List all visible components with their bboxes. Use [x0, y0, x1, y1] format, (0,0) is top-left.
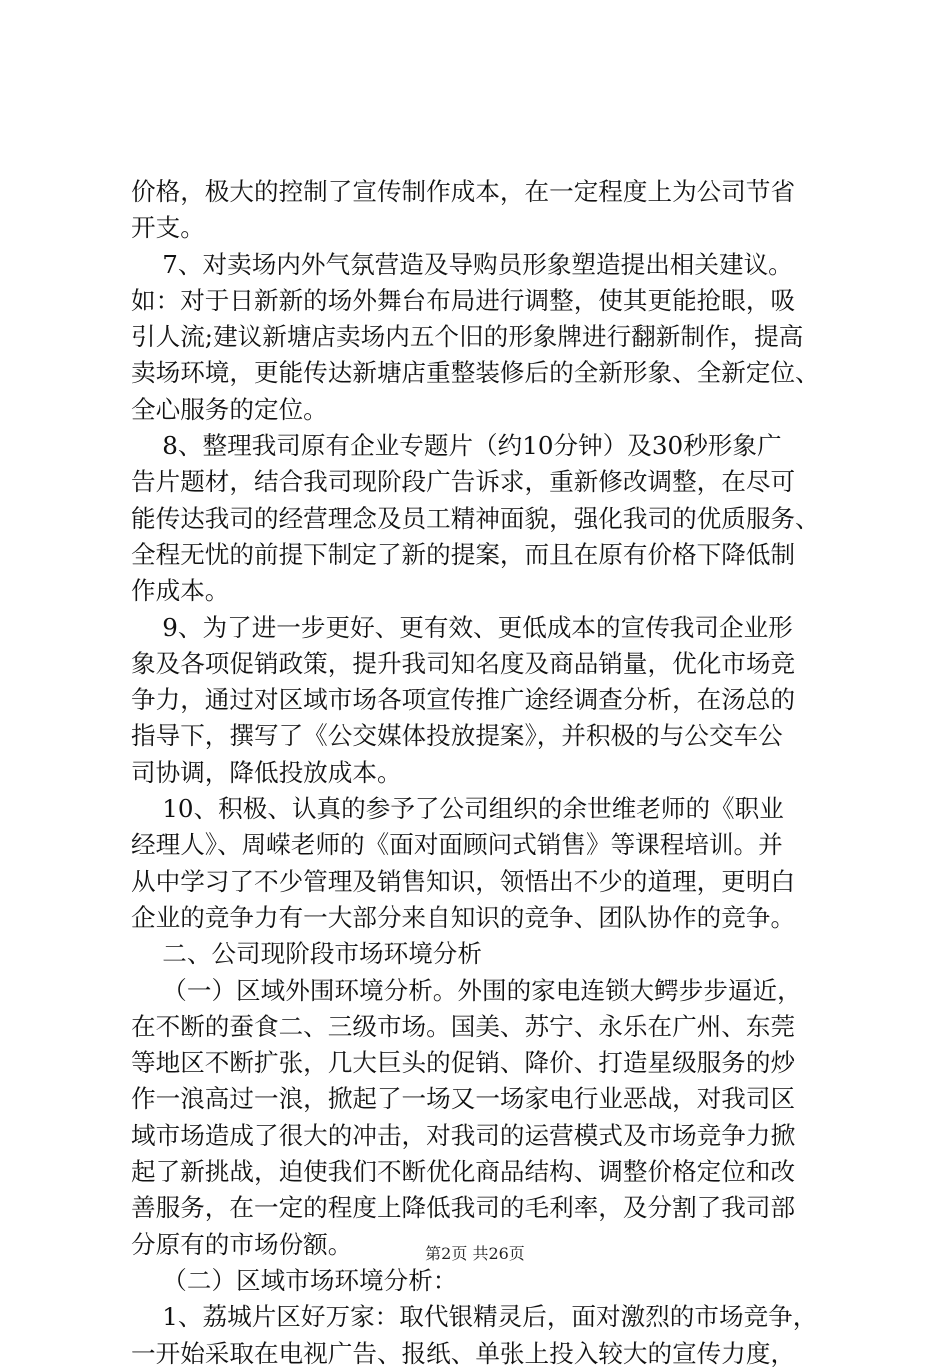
text-line: 司协调，降低投放成本。 [131, 757, 402, 787]
text-line: 7、对卖场内外气氛营造及导购员形象塑造提出相关建议。 [131, 249, 793, 279]
text-line: 经理人》、周嵘老师的《面对面顾问式销售》等课程培训。并 [131, 830, 783, 860]
text-line: 起了新挑战，迫使我们不断优化商品结构、调整价格定位和改 [131, 1157, 796, 1187]
text-line: 1、荔城片区好万家：取代银精灵后，面对激烈的市场竞争， [131, 1302, 818, 1332]
text-line: 卖场环境，更能传达新塘店重整装修后的全新形象、全新定位、 [131, 358, 820, 388]
document-body [131, 174, 831, 1372]
text-line: 9、为了进一步更好、更有效、更低成本的宣传我司企业形 [131, 612, 793, 642]
text-line: 指导下，撰写了《公交媒体投放提案》，并积极的与公交车公 [131, 721, 783, 751]
text-line: 善服务，在一定的程度上降低我司的毛利率，及分割了我司部 [131, 1193, 796, 1223]
text-line: 全程无忧的前提下制定了新的提案，而且在原有价格下降低制 [131, 539, 796, 569]
text-line: 作成本。 [131, 576, 230, 606]
text-line: 在不断的蚕食二、三级市场。国美、苏宁、永乐在广州、东莞 [131, 1011, 796, 1041]
text-line: 分原有的市场份额。 [131, 1229, 353, 1259]
text-line: 等地区不断扩张，几大巨头的促销、降价、打造星级服务的炒 [131, 1048, 796, 1078]
page-footer: 第2页 共26页 [425, 1244, 525, 1263]
text-line: 10、积极、认真的参予了公司组织的余世维老师的《职业 [131, 794, 784, 824]
text-line: 作一浪高过一浪，掀起了一场又一场家电行业恶战，对我司区 [131, 1084, 796, 1114]
text-line: 价格，极大的控制了宣传制作成本，在一定程度上为公司节省 [131, 177, 796, 206]
text-line: 从中学习了不少管理及销售知识，领悟出不少的道理，更明白 [131, 866, 796, 896]
text-line: 域市场造成了很大的冲击，对我司的运营模式及市场竞争力掀 [131, 1120, 796, 1150]
text-line: 全心服务的定位。 [131, 394, 328, 424]
text-line: 一开始采取在电视广告、报纸、单张上投入较大的宣传力度， [131, 1338, 796, 1368]
text-line: 能传达我司的经营理念及员工精神面貌，强化我司的优质服务、 [131, 503, 820, 533]
text-line: 象及各项促销政策，提升我司知名度及商品销量，优化市场竞 [131, 648, 796, 678]
text-line: 如：对于日新新的场外舞台布局进行调整，使其更能抢眼，吸 [131, 285, 796, 315]
text-line: 开支。 [131, 213, 205, 243]
text-line: 引人流;建议新塘店卖场内五个旧的形象牌进行翻新制作，提高 [131, 322, 804, 352]
text-line: 二、公司现阶段市场环境分析 [131, 939, 482, 969]
text-line: （二）区域市场环境分析： [131, 1265, 458, 1295]
text-line: 告片题材，结合我司现阶段广告诉求，重新修改调整，在尽可 [131, 467, 796, 497]
text-line: 8、整理我司原有企业专题片（约10分钟）及30秒形象广 [131, 431, 782, 461]
text-line: 争力，通过对区域市场各项宣传推广途经调查分析，在汤总的 [131, 685, 796, 715]
text-line: 企业的竞争力有一大部分来自知识的竞争、团队协作的竞争。 [131, 902, 796, 932]
text-line: （一）区域外围环境分析。外围的家电连锁大鳄步步逼近， [131, 975, 802, 1005]
